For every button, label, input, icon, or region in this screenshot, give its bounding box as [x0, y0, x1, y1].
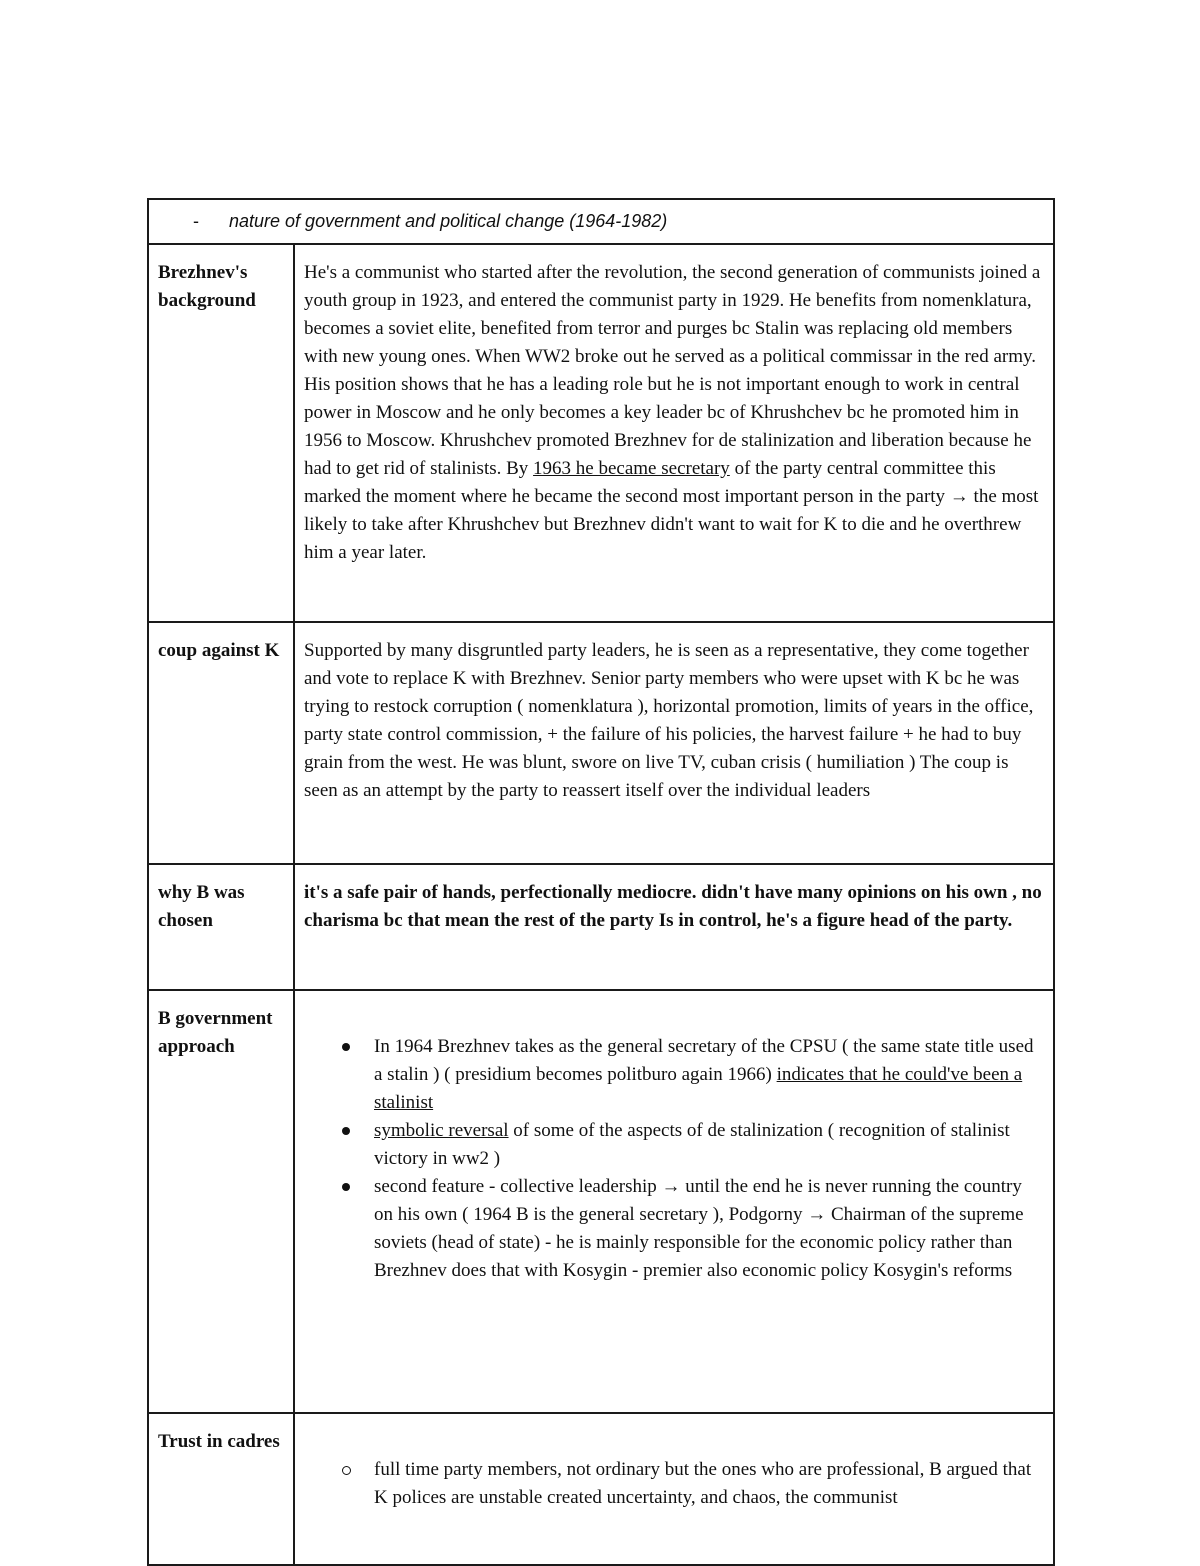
list-item-text: of some of the aspects of de stalinization ( recognition of stalinist victory in ww2 ): [374, 1120, 1010, 1169]
row-body-background: [294, 244, 1054, 622]
table-row-background: [148, 244, 1054, 622]
list-item-text: second feature - collective leadership → until the end he is never running the country on his own ( 1964 B is the general secretary ), Podgorny → Chairman of the supreme soviets (head of state) - he is mainly responsible for the economic policy rather than Brezhnev does that with Kosygin - premier also economic policy Kosygin's reforms: [374, 1176, 1024, 1281]
government-approach-list: [304, 1033, 1043, 1285]
row-label-background: Brezhnev's background: [148, 244, 294, 622]
page-title: nature of government and political change (1964-1982): [229, 211, 668, 231]
trust-in-cadres-list: [304, 1456, 1043, 1512]
row-body-trust-in-cadres: [294, 1413, 1054, 1565]
title-row: [148, 199, 1054, 244]
row-label-trust-in-cadres: Trust in cadres: [148, 1413, 294, 1565]
row-body-why-chosen: [294, 864, 1054, 990]
background-paragraph: [304, 259, 1043, 567]
bullet-dot-icon: [342, 1183, 350, 1191]
title-dash: -: [193, 211, 199, 231]
table-row-government-approach: [148, 990, 1054, 1413]
why-chosen-paragraph: it's a safe pair of hands, perfectionally mediocre. didn't have many opinions on his own , no charisma bc that mean the rest of the party Is in control, he's a figure head of the party.: [304, 882, 1042, 931]
coup-paragraph: Supported by many disgruntled party leaders, he is seen as a representative, they come together and vote to replace K with Brezhnev. Senior party members who were upset with K bc he was trying to restock corruption ( nomenklatura ), horizontal promotion, limits of years in the office, party state control commission, + the failure of his policies, the harvest failure + he had to buy grain from the west. He was blunt, swore on live TV, cuban crisis ( humiliation ) The coup is seen as an attempt by the party to reassert itself over the individual leaders: [304, 640, 1034, 801]
background-text-start: He's a communist who started after the revolution, the second generation of communists joined a youth group in 1923, and entered the communist party in 1929. He benefits from nomenklatura, becomes a soviet elite, benefited from terror and purges bc Stalin was replacing old members with new young ones. When WW2 broke out he served as a political commissar in the red army. His position shows that he has a leading role but he is not important enough to work in central power in Moscow and he only becomes a key leader bc of Khrushchev bc he promoted him in 1956 to Moscow. Khrushchev promoted Brezhnev for de stalinization and liberation because he had to get rid of stalinists. By: [304, 262, 1041, 479]
bullet-dot-icon: [342, 1043, 350, 1051]
row-label-government-approach: B government approach: [148, 990, 294, 1413]
list-item-text: In 1964 Brezhnev takes as the general secretary of the CPSU ( the same state title used a stalin ) ( presidium becomes politburo again 1966): [374, 1036, 1034, 1085]
row-body-coup: [294, 622, 1054, 864]
row-label-why-chosen: why B was chosen: [148, 864, 294, 990]
table-row-why-chosen: [148, 864, 1054, 990]
background-underlined-text: 1963 he became secretary: [533, 458, 730, 479]
bullet-circle-icon: [342, 1466, 351, 1475]
list-item: [304, 1117, 1043, 1173]
title-line: [149, 200, 1053, 243]
table-row-trust-in-cadres: [148, 1413, 1054, 1565]
table-row-coup: [148, 622, 1054, 864]
background-text-end: of the party central committee this marked the moment where he became the second most important person in the party → the most likely to take after Khrushchev but Brezhnev didn't want to wait for K to die and he overthrew him a year later.: [304, 458, 1039, 563]
list-item: [304, 1033, 1043, 1117]
list-item: [304, 1173, 1043, 1285]
list-item-text: full time party members, not ordinary but the ones who are professional, B argued that K polices are unstable created uncertainty, and chaos, the communist: [374, 1459, 1032, 1508]
row-label-coup: coup against K: [148, 622, 294, 864]
list-item-underlined-text: indicates that he could've been a stalinist: [374, 1064, 1023, 1113]
list-item-underlined-text: symbolic reversal: [374, 1120, 509, 1141]
title-cell: [148, 199, 1054, 244]
notes-table: [147, 198, 1055, 1566]
list-item: [304, 1456, 1043, 1512]
row-body-government-approach: [294, 990, 1054, 1413]
bullet-dot-icon: [342, 1127, 350, 1135]
